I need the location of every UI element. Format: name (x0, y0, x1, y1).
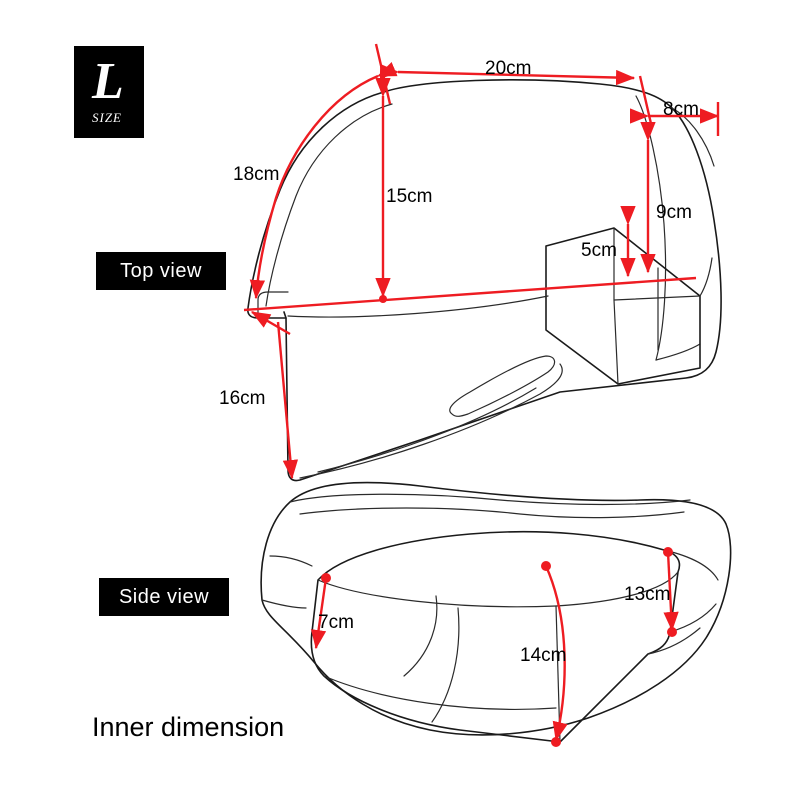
dim-20cm-tick (376, 44, 390, 104)
dim-label-20cm: 20cm (485, 58, 532, 79)
dim-label-16cm: 16cm (219, 388, 266, 409)
top-view-label: Top view (96, 252, 226, 290)
dim-label-5cm: 5cm (581, 240, 617, 261)
dim-label-7cm: 7cm (318, 612, 354, 633)
dim-label-8cm: 8cm (663, 99, 699, 120)
size-badge (74, 46, 144, 138)
dim-7cm-line (316, 573, 331, 648)
dim-18cm-line (256, 76, 378, 298)
dim-label-18cm: 18cm (233, 164, 280, 185)
dim-label-9cm: 9cm (656, 202, 692, 223)
inner-dimension-caption: Inner dimension (92, 712, 285, 742)
dim-16cm-line (278, 322, 292, 478)
side-view-label: Side view (99, 578, 229, 616)
size-badge-sublabel: SIZE (92, 110, 122, 125)
dim-16cm-upper-arrow (252, 312, 290, 334)
dim-base-reference-line (244, 278, 696, 310)
dim-label-13cm: 13cm (624, 584, 671, 605)
dim-label-15cm: 15cm (386, 186, 433, 207)
dim-label-14cm: 14cm (520, 645, 567, 666)
size-badge-letter: L (92, 53, 125, 110)
